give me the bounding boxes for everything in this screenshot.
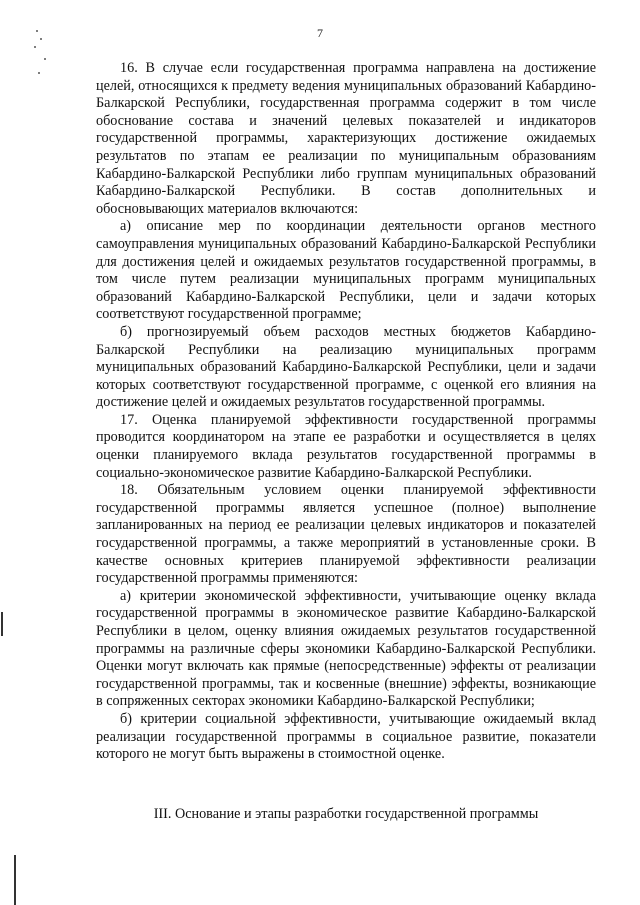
- scan-artifact: [36, 30, 38, 32]
- page-number: 7: [317, 26, 323, 40]
- paragraph-16-item-a: а) описание мер по координации деятельности органов местного самоуправления муниципальных образований Кабардино-Балкарской Республики для достижения целей и ожидаемых результатов государственной программы, в том числе путем реализации муниципальных программ муниципальных образований Кабардино-Балкарской Республики, цели и задачи которых соответствуют государственной программе;: [96, 218, 596, 323]
- scan-artifact: [38, 72, 40, 74]
- scan-artifact: [44, 58, 46, 60]
- scan-artifact: [1, 612, 3, 636]
- paragraph-16: 16. В случае если государственная программа направлена на достижение целей, относящихся к предмету ведения муниципальных образований Кабардино-Балкарской Республики, государственная программа содержит в том числе обоснование состава и значений целевых показателей и индикаторов государственной программы, характеризующих достижение ожидаемых результатов по этапам ее реализации по муниципальным образованиям Кабардино-Балкарской Республики либо группам муниципальных образований Кабардино-Балкарской Республики. В состав дополнительных и обосновывающих материалов включаются:: [96, 60, 596, 217]
- section-heading: III. Основание и этапы разработки государственной программы: [153, 806, 539, 822]
- paragraph-17: 17. Оценка планируемой эффективности государственной программы проводится координатором на этапе ее разработки и осуществляется в целях оценки планируемого вклада результатов государственной программы в социально-экономическое развитие Кабардино-Балкарской Республики.: [96, 411, 596, 481]
- document-body: [96, 60, 596, 764]
- scan-artifact: [14, 855, 16, 905]
- scan-artifact: [34, 46, 36, 48]
- paragraph-18-item-b: б) критерии социальной эффективности, учитывающие ожидаемый вклад реализации государственной программы в социальное развитие, показатели которого не могут быть выражены в стоимостной оценке.: [96, 710, 596, 763]
- paragraph-16-item-b: б) прогнозируемый объем расходов местных бюджетов Кабардино-Балкарской Республики на реализацию муниципальных программ муниципальных образований Кабардино-Балкарской Республики, цели и задачи которых соответствуют государственной программе, с оценкой его влияния на достижение целей и ожидаемых результатов государственной программы.: [96, 323, 596, 411]
- paragraph-18: 18. Обязательным условием оценки планируемой эффективности государственной программы является успешное (полное) выполнение запланированных на период ее реализации целевых индикаторов и показателей государственной программы, а также мероприятий в установленные сроки. В качестве основных критериев планируемой эффективности реализации государственной программы применяются:: [96, 482, 596, 587]
- paragraph-18-item-a: а) критерии экономической эффективности, учитывающие оценку вклада государственной программы в экономическое развитие Кабардино-Балкарской Республики в целом, оценку влияния ожидаемых результатов государственной программы на различные сферы экономики Кабардино-Балкарской Республики. Оценки могут включать как прямые (непосредственные) эффекты от реализации государственной программы, так и косвенные (внешние) эффекты, возникающие в сопряженных секторах экономики Кабардино-Балкарской Республики;: [96, 587, 596, 710]
- scan-artifact: [40, 38, 42, 40]
